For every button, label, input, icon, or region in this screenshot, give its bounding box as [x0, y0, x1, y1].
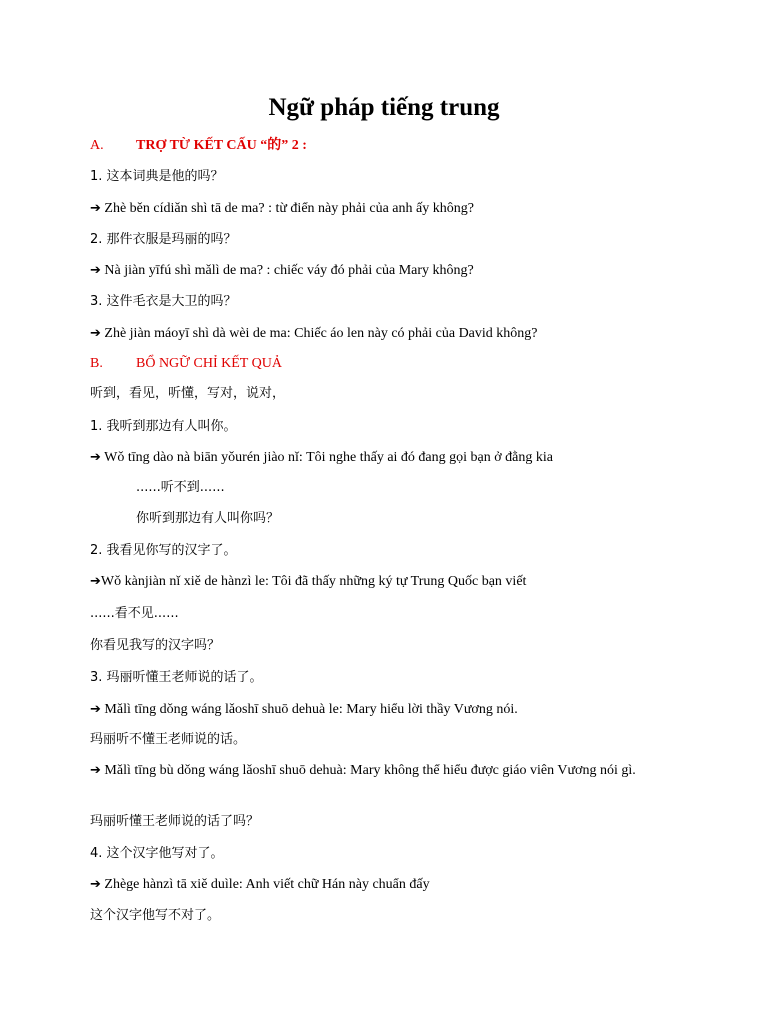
example-b1-negative: ......听不到......	[136, 480, 225, 495]
example-b3-translation	[90, 701, 690, 719]
arrow-right-icon: ➔	[90, 450, 101, 465]
arrow-right-icon: ➔	[90, 263, 101, 278]
arrow-right-icon: ➔	[90, 201, 101, 216]
section-b-text: BỔ NGỮ CHỈ KẾT QUẢ	[136, 356, 282, 371]
arrow-right-icon: ➔	[90, 763, 101, 778]
example-a3-translation	[90, 325, 690, 343]
example-b4: 4. 这个汉字他写对了。	[90, 846, 224, 861]
example-a1-translation	[90, 200, 690, 218]
section-a-letter: A.	[90, 138, 104, 153]
example-b3-negative-translation	[90, 762, 690, 780]
example-a1: 1. 这本词典是他的吗？	[90, 169, 224, 184]
example-b3: 3. 玛丽听懂王老师说的话了。	[90, 670, 263, 685]
section-a-text: TRỢ TỪ KẾT CẤU “的” 2 :	[136, 138, 307, 153]
verb-list: 听到，看见，听懂，写对，说对，	[90, 386, 286, 401]
arrow-right-icon: ➔	[90, 877, 101, 892]
page-title: Ngữ pháp tiếng trung	[268, 94, 500, 121]
example-b2-negative: ......看不见......	[90, 606, 179, 621]
translation-text: Mǎlì tīng dǒng wáng lǎoshī shuō dehuà le: Mary hiểu lời thầy Vương nói.	[100, 702, 518, 717]
example-a2-translation	[90, 262, 690, 280]
example-b1-translation	[90, 449, 690, 467]
example-b2-translation	[90, 573, 690, 591]
section-b-heading	[90, 355, 690, 373]
example-b4-negative: 这个汉字他写不对了。	[90, 908, 221, 923]
translation-text: Zhè jiàn máoyī shì dà wèi de ma: Chiếc áo len này có phải của David không?	[100, 326, 538, 341]
arrow-right-icon: ➔	[90, 574, 101, 589]
example-a3: 3. 这件毛衣是大卫的吗？	[90, 294, 237, 309]
example-b4-translation	[90, 876, 690, 894]
example-b2-question: 你看见我写的汉字吗？	[90, 638, 221, 653]
example-a2: 2. 那件衣服是玛丽的吗？	[90, 232, 237, 247]
example-b1: 1. 我听到那边有人叫你。	[90, 419, 237, 434]
example-b3-negative: 玛丽听不懂王老师说的话。	[90, 732, 247, 747]
example-b2: 2. 我看见你写的汉字了。	[90, 543, 237, 558]
section-b-letter: B.	[90, 356, 103, 371]
translation-text: Wǒ kànjiàn nǐ xiě de hànzì le: Tôi đã thấy những ký tự Trung Quốc bạn viết	[100, 574, 527, 589]
arrow-right-icon: ➔	[90, 702, 101, 717]
section-a-heading	[90, 137, 690, 155]
translation-text: Mǎlì tīng bù dǒng wáng lǎoshī shuō dehuà: Mary không thể hiểu được giáo viên Vương nói gì.	[100, 763, 636, 778]
translation-text: Zhège hànzì tā xiě duìle: Anh viết chữ Hán này chuẩn đấy	[100, 877, 430, 892]
arrow-right-icon: ➔	[90, 326, 101, 341]
translation-text: Zhè běn cídiǎn shì tā de ma? : từ điển này phải của anh ấy không?	[100, 201, 474, 216]
translation-text: Wǒ tīng dào nà biān yǒurén jiào nǐ: Tôi nghe thấy ai đó đang gọi bạn ở đằng kia	[100, 450, 553, 465]
example-b1-question: 你听到那边有人叫你吗？	[136, 511, 280, 526]
example-b3-question: 玛丽听懂王老师说的话了吗？	[90, 814, 260, 829]
translation-text: Nà jiàn yīfú shì mǎlì de ma? : chiếc váy đó phải của Mary không?	[100, 263, 474, 278]
